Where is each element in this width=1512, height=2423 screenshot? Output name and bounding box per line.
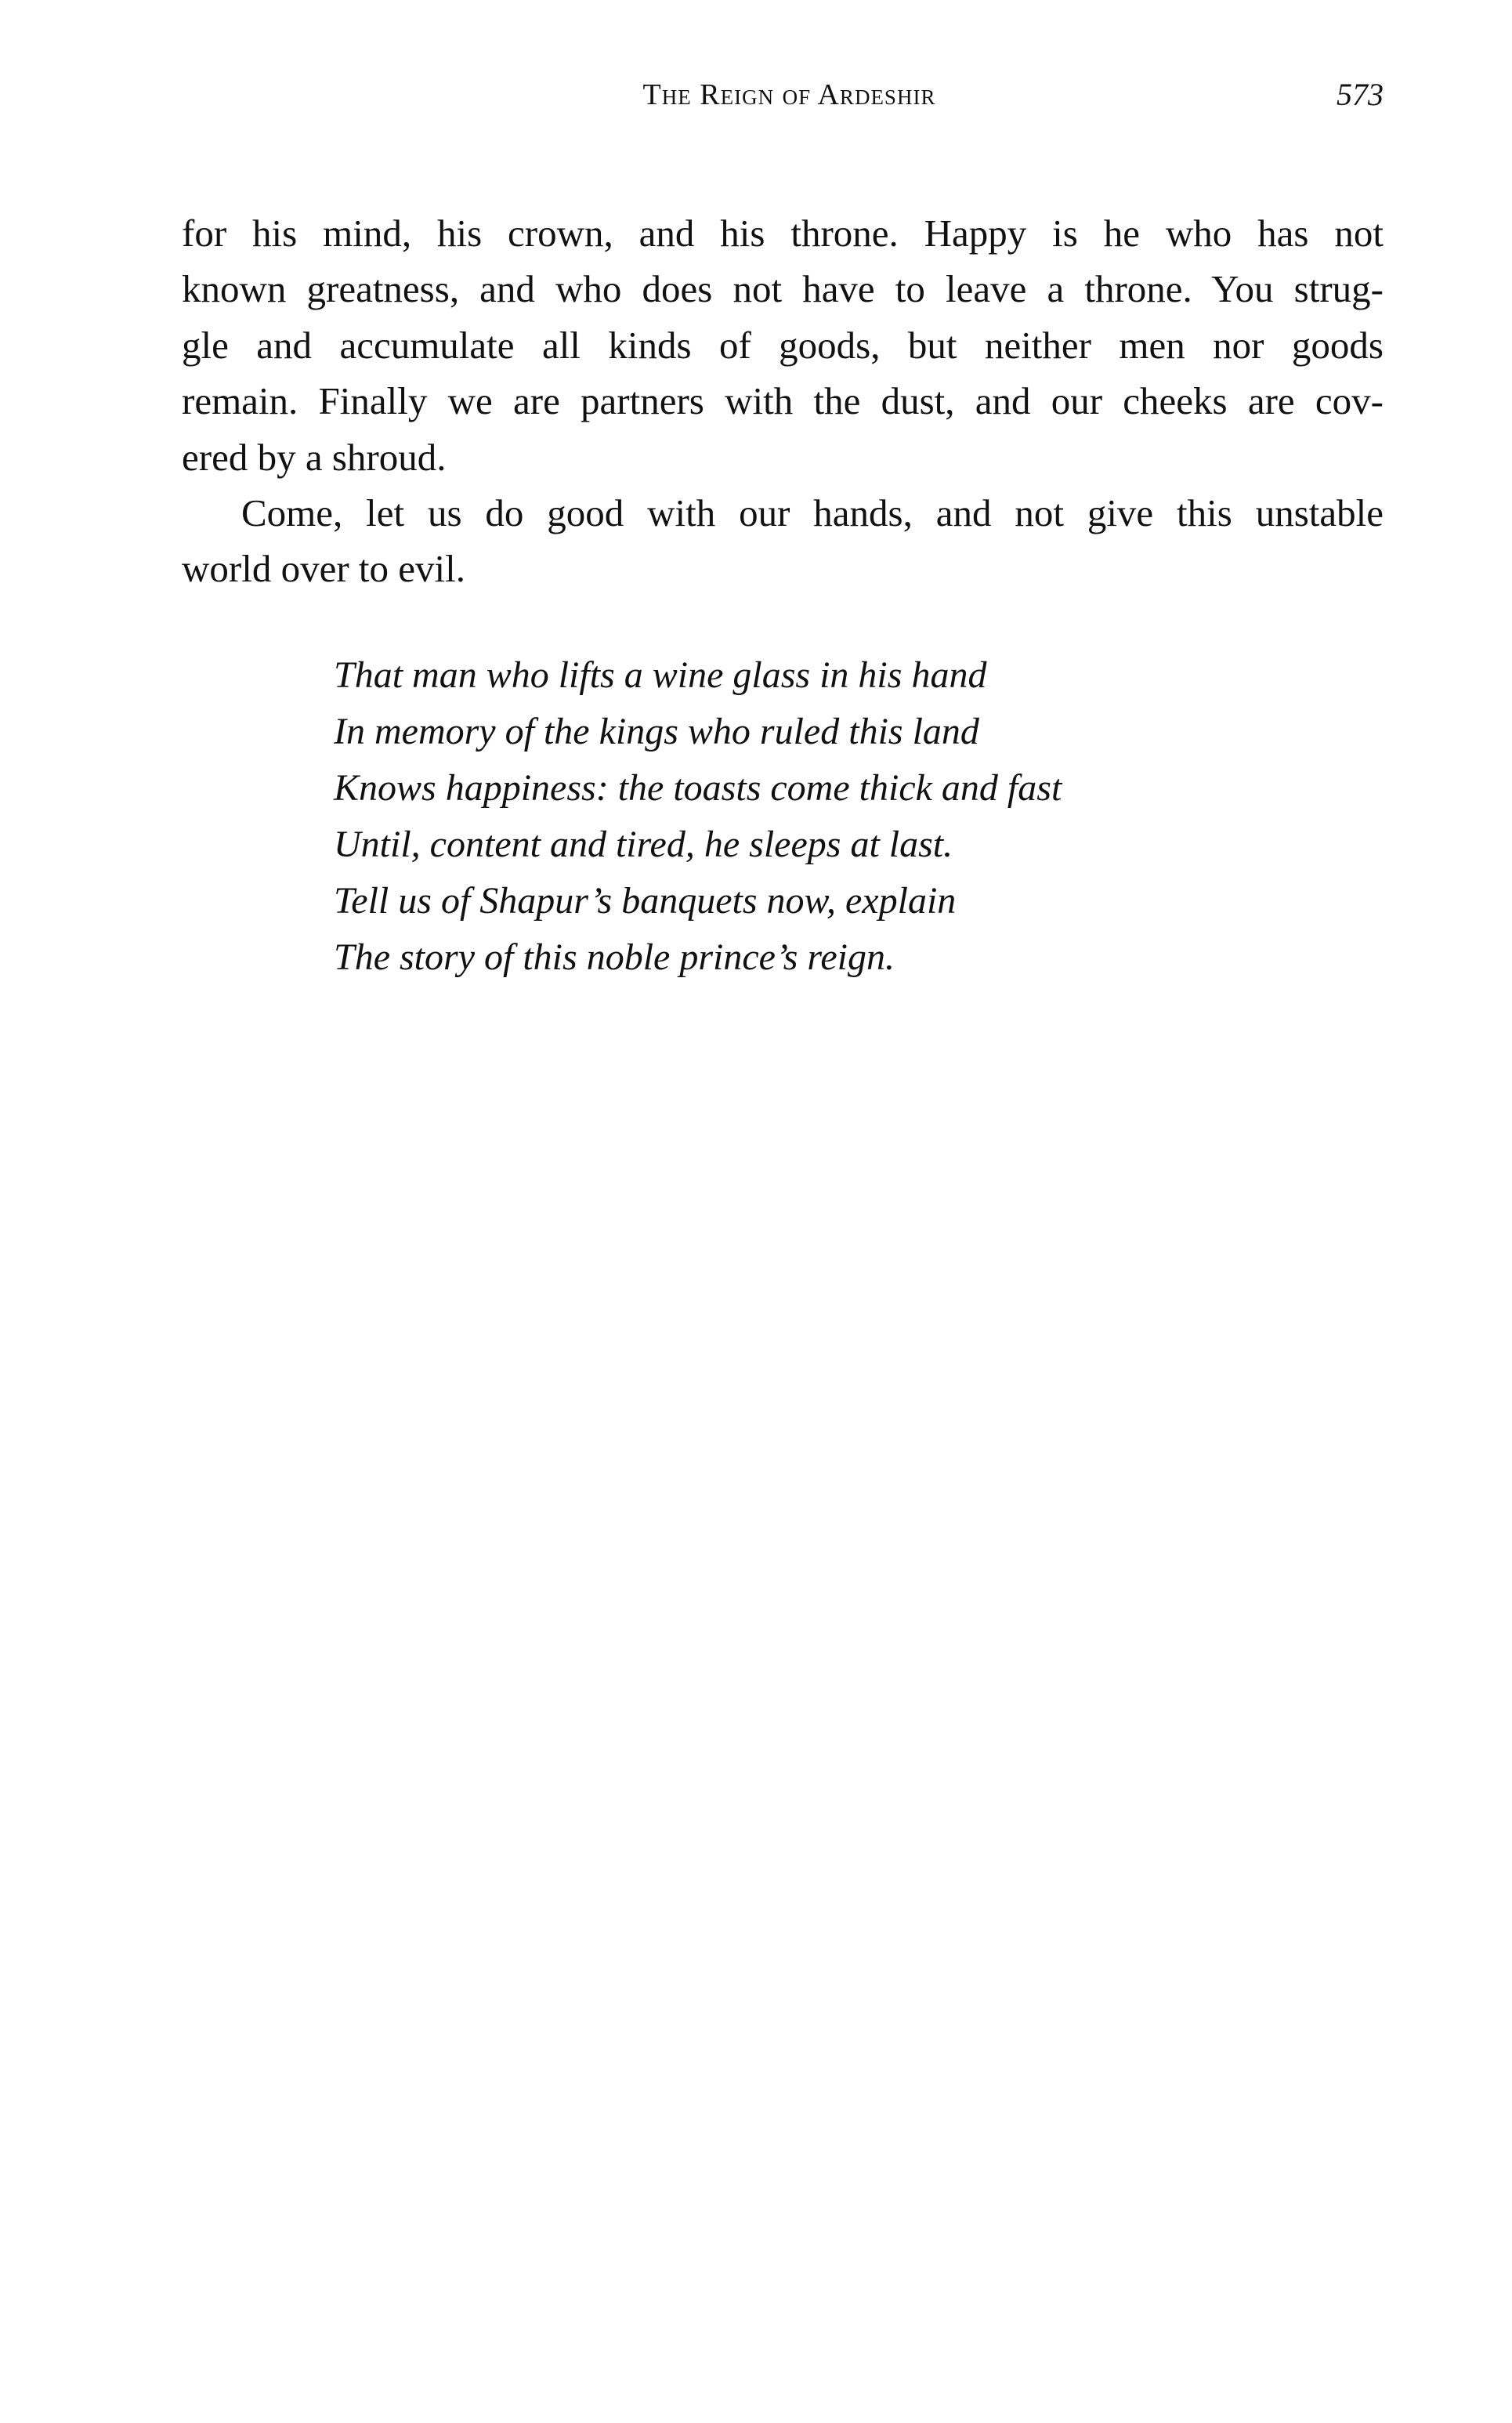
verse-block [334,647,1274,986]
verse-line: Tell us of Shapur’s banquets now, explain [334,880,957,922]
verse-line: Knows happiness: the toasts come thick and fast [334,767,1062,809]
verse-line: That man who lifts a wine glass in his hand [334,654,987,696]
text-line: remain. Finally we are partners with the dust, and our cheeks are cov- [182,379,1384,423]
verse-line: The story of this noble prince’s reign. [334,936,895,978]
text-line: ered by a shroud. [182,435,447,479]
running-title: The Reign of Ardeshir [642,78,936,111]
page-number: 573 [1337,77,1384,112]
paragraph-2 [182,485,1384,597]
verse-line: Until, content and tired, he sleeps at last. [334,824,953,865]
paragraph-1 [182,205,1384,485]
verse-line: In memory of the kings who ruled this land [334,711,979,752]
text-line: for his mind, his crown, and his throne. Happy is he who has not [182,212,1384,255]
text-line: known greatness, and who does not have to leave a throne. You strug- [182,267,1384,311]
text-line: world over to evil. [182,547,465,591]
running-head [0,75,1512,114]
body-text [182,205,1384,597]
text-line: Come, let us do good with our hands, and not give this unstable [241,491,1384,534]
text-line: gle and accumulate all kinds of goods, but neither men nor goods [182,323,1384,367]
